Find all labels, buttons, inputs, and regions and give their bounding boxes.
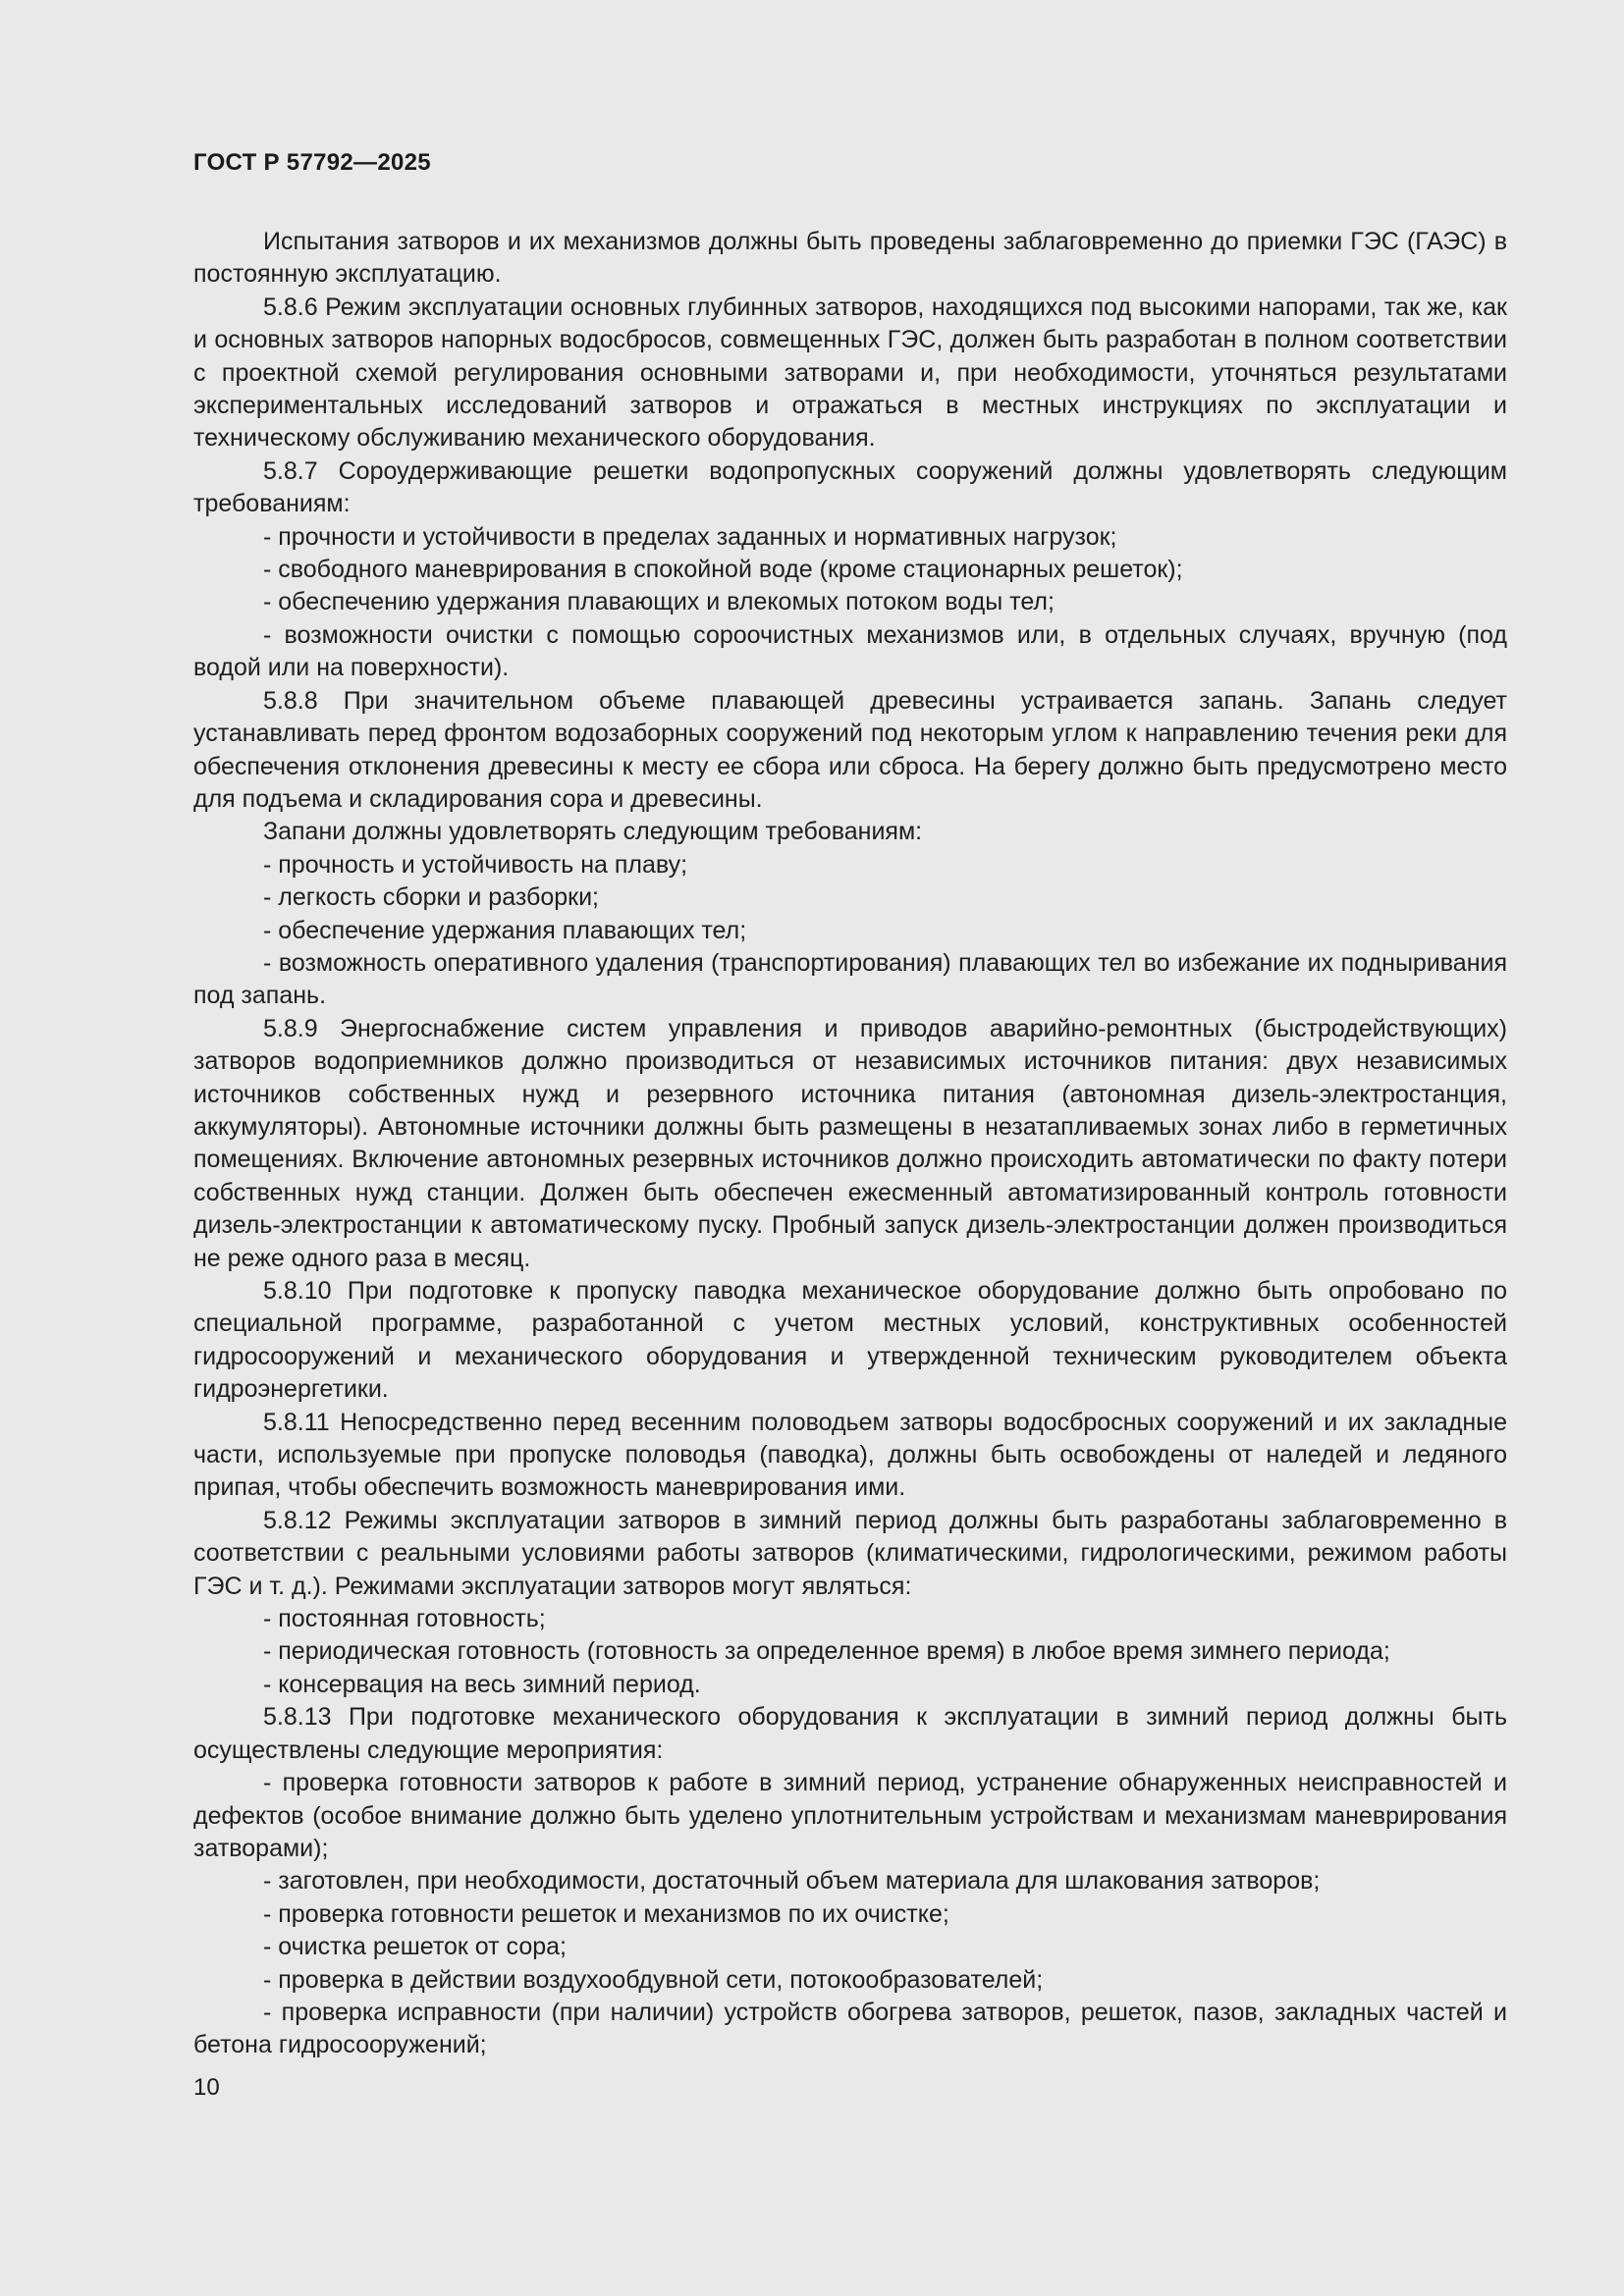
page-number: 10 — [193, 2074, 220, 2101]
clause-5-8-13: 5.8.13 При подготовке механического оборудования к эксплуатации в зимний период должны быть осуществлены следующие мероприятия: — [193, 1703, 1507, 1764]
list-item: - возможность оперативного удаления (транспортирования) плавающих тел во избежание их подныривания под запань. — [193, 948, 1507, 1010]
clause-5-8-7: 5.8.7 Сороудерживающие решетки водопропускных сооружений должны удовлетворять следующим требованиям: — [193, 456, 1507, 518]
clause-5-8-6: 5.8.6 Режим эксплуатации основных глубинных затворов, находящихся под высокими напорами, так же, как и основных затворов напорных водосбросов, совмещенных ГЭС, должен быть разработан в полном соответствии с проектной схемой регулирования основными затворами и, при необходимости, уточняться результатами экспериментальных исследований затворов и отражаться в местных инструкциях по эксплуатации и техническому обслуживанию механического оборудования. — [193, 293, 1507, 453]
list-item: - проверка готовности решеток и механизмов по их очистке; — [263, 1899, 949, 1928]
list-item: - проверка в действии воздухообдувной сети, потокообразователей; — [263, 1965, 1044, 1994]
list-item: - свободного маневрирования в спокойной воде (кроме стационарных решеток); — [263, 556, 1183, 584]
standard-header: ГОСТ Р 57792—2025 — [193, 149, 431, 176]
list-item: - проверка исправности (при наличии) устройств обогрева затворов, решеток, пазов, закладных частей и бетона гидросооружений; — [193, 1998, 1507, 2059]
list-item: - легкость сборки и разборки; — [263, 883, 599, 912]
list-item: - периодическая готовность (готовность за определенное время) в любое время зимнего периода; — [263, 1637, 1390, 1666]
clause-5-8-9: 5.8.9 Энергоснабжение систем управления и приводов аварийно-ремонтных (быстродействующих) затворов водоприемников должно производиться от независимых источников питания: двух независимых источников собственных нужд и резервного источника питания (автономная дизель-электростанция, аккумуляторы). Автономные источники должны быть размещены в незатапливаемых зонах либо в герметичных помещениях. Включение автономных резервных источников должно происходить автоматически по факту потери собственных нужд станции. Должен быть обеспечен ежесменный автоматизированный контроль готовности дизель-электростанции к автоматическому пуску. Пробный запуск дизель-электростанции должен производиться не реже одного раза в месяц. — [193, 1014, 1507, 1272]
list-item: - обеспечению удержания плавающих и влекомых потоком воды тел; — [263, 588, 1055, 616]
clause-5-8-12: 5.8.12 Режимы эксплуатации затворов в зимний период должны быть разработаны заблаговременно в соответствии с реальными условиями работы затворов (климатическими, гидрологическими, режимом работы ГЭС и т. д.). Режимами эксплуатации затворов могут являться: — [193, 1506, 1507, 1600]
list-item: - прочность и устойчивость на плаву; — [263, 850, 688, 879]
list-item: - постоянная готовность; — [263, 1605, 546, 1633]
paragraph: Испытания затворов и их механизмов должны быть проведены заблаговременно до приемки ГЭС (ГАЭС) в постоянную эксплуатацию. — [193, 228, 1507, 289]
list-item: - консервация на весь зимний период. — [263, 1670, 701, 1698]
clause-5-8-11: 5.8.11 Непосредственно перед весенним половодьем затворы водосбросных сооружений и их закладные части, используемые при пропуске половодья (паводка), должны быть освобождены от наледей и ледяного припая, чтобы обеспечить возможность маневрирования ими. — [193, 1408, 1507, 1502]
list-item: - очистка решеток от сора; — [263, 1933, 567, 1961]
list-item: - заготовлен, при необходимости, достаточный объем материала для шлакования затворов; — [263, 1867, 1321, 1896]
list-item: - обеспечение удержания плавающих тел; — [263, 916, 747, 944]
clause-5-8-10: 5.8.10 При подготовке к пропуску паводка механическое оборудование должно быть опробовано по специальной программе, разработанной с учетом местных условий, конструктивных особенностей гидросооружений и механического оборудования и утвержденной техническим руководителем объекта гидроэнергетики. — [193, 1277, 1507, 1404]
clause-5-8-8: 5.8.8 При значительном объеме плавающей древесины устраивается запань. Запань следует устанавливать перед фронтом водозаборных сооружений под некоторым углом к направлению течения реки для обеспечения отклонения древесины к месту ее сбора или сброса. На берегу должно быть предусмотрено место для подъема и складирования сора и древесины. — [193, 686, 1507, 813]
list-item: - проверка готовности затворов к работе в зимний период, устранение обнаруженных неисправностей и дефектов (особое внимание должно быть уделено уплотнительным устройствам и механизмам маневрирования затворами); — [193, 1769, 1507, 1862]
paragraph: Запани должны удовлетворять следующим требованиям: — [263, 818, 923, 846]
list-item: - возможности очистки с помощью сороочистных механизмов или, в отдельных случаях, вручную (под водой или на поверхности). — [193, 620, 1507, 682]
list-item: - прочности и устойчивости в пределах заданных и нормативных нагрузок; — [263, 522, 1117, 551]
document-body — [193, 226, 1507, 2062]
